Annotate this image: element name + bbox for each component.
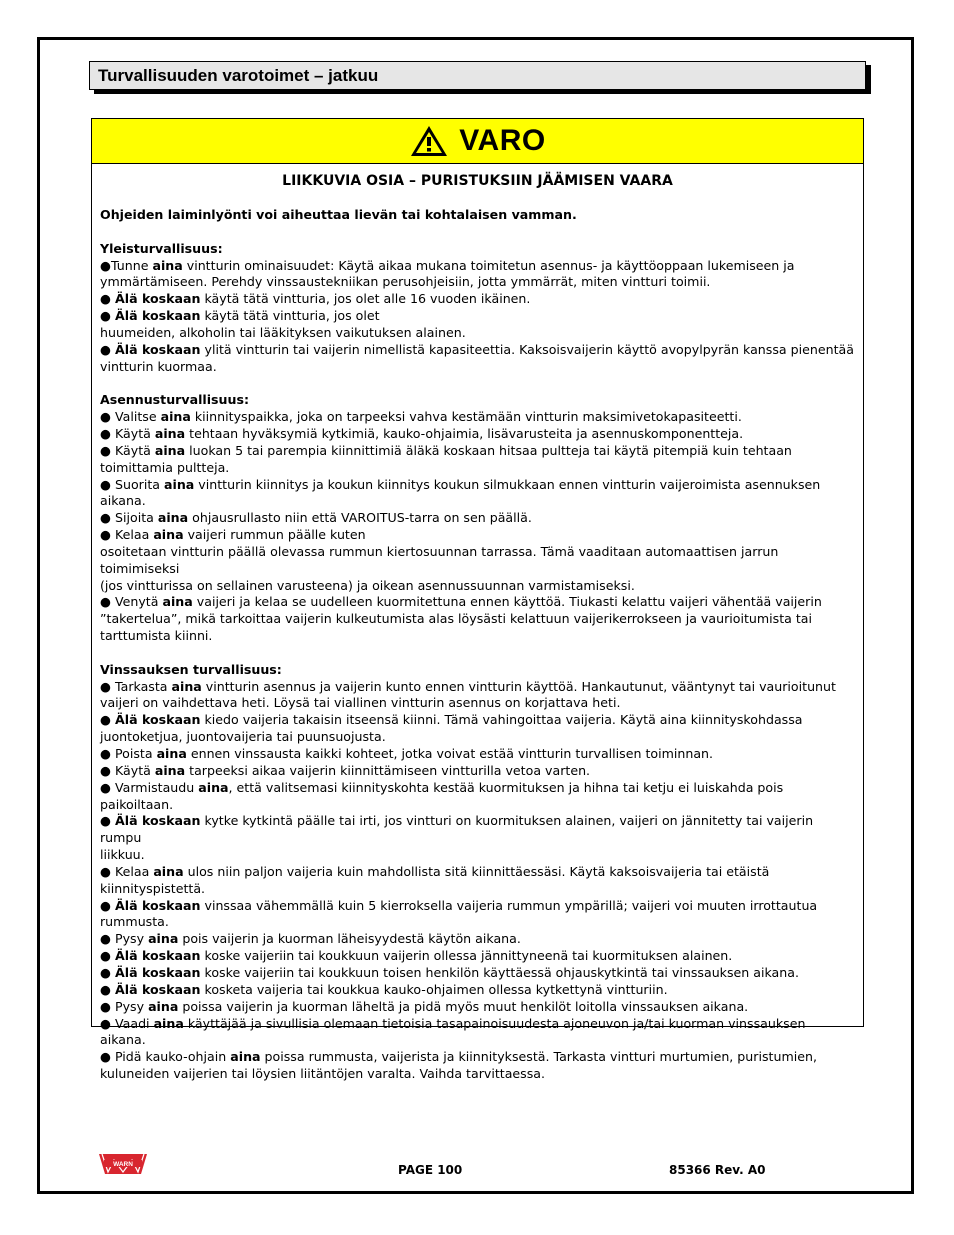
- safety-line: [100, 898, 855, 915]
- line-text: ennen vinssausta kaikki kohteet, jotka voivat estää vintturin turvallisen toiminnan.: [186, 746, 714, 761]
- safety-line: [100, 881, 855, 898]
- section-header-title: Turvallisuuden varotoimet – jatkuu: [98, 66, 379, 85]
- safety-line: [100, 712, 855, 729]
- line-text: luokan 5 tai parempia kiinnittimiä äläkä koskaan hitsaa pultteja tai käytä pitempiä kuin tehtaan: [185, 442, 792, 458]
- safety-line: [100, 460, 855, 477]
- line-text: vaijeri on vaihdettava heti. Löysä tai viallinen vintturin asennus on korjattava heti.: [100, 695, 621, 711]
- line-text: ● Kelaa: [100, 527, 154, 543]
- safety-line: [100, 1066, 855, 1083]
- safety-line: [100, 695, 855, 712]
- line-text: kuluneiden vaijerien tai löysien liitäntöjen varalta. Vaihda tarvittaessa.: [100, 1066, 546, 1082]
- safety-line: [100, 443, 855, 460]
- emphasis-text: aina: [157, 510, 189, 526]
- safety-line: [100, 999, 855, 1016]
- line-text: ●: [100, 813, 115, 829]
- emphasis-text: aina: [156, 746, 187, 761]
- safety-line: [100, 308, 855, 325]
- safety-line: [100, 274, 855, 291]
- line-text: käytä tätä vintturia, jos olet alle 16 vuoden ikäinen.: [200, 291, 531, 307]
- line-text: ●: [100, 341, 115, 357]
- emphasis-text: Älä koskaan: [115, 308, 201, 324]
- safety-line: [100, 679, 855, 696]
- line-text: kosketa vaijeria tai koukkua kauko-ohjaimen ollessa kytkettynä vintturiin.: [200, 981, 668, 997]
- line-text: ● Käytä: [100, 762, 155, 778]
- emphasis-text: aina: [160, 409, 191, 425]
- safety-line: [100, 578, 855, 595]
- page-number: PAGE 100: [398, 1163, 463, 1177]
- line-text: ● Pidä kauko-ohjain: [100, 1049, 231, 1065]
- warn-logo-icon: [98, 1152, 148, 1176]
- safety-section: [100, 392, 855, 645]
- line-text: tarttumista kiinni.: [100, 628, 213, 644]
- line-text: ●: [100, 308, 115, 324]
- emphasis-text: aina: [154, 442, 186, 458]
- safety-line: [100, 847, 855, 864]
- safety-line: [100, 291, 855, 308]
- safety-line: [100, 1049, 855, 1066]
- line-text: pois vaijerin ja kuorman läheisyydestä käytön aikana.: [178, 931, 521, 947]
- warn-logo-text: WARN: [113, 1161, 133, 1168]
- line-text: ● Poista: [100, 746, 157, 761]
- line-text: poissa rummusta, vaijerista ja kiinnityksestä. Tarkasta vintturi murtumien, puristumien,: [260, 1049, 817, 1065]
- line-text: huumeiden, alkoholin tai lääkityksen vaikutuksen alainen.: [100, 324, 466, 340]
- line-text: ● Vaadi: [100, 1015, 154, 1031]
- warning-title: VARO: [459, 124, 546, 157]
- line-text: ●: [100, 948, 115, 964]
- safety-line: [100, 746, 855, 763]
- emphasis-text: aina: [148, 931, 179, 947]
- emphasis-text: aina: [153, 863, 184, 879]
- line-text: ● Käytä: [100, 442, 155, 458]
- line-text: ohjausrullasto niin että VAROITUS-tarra on sen päällä.: [188, 510, 532, 526]
- line-text: kiinnityspaikka, joka on tarpeeksi vahva kestämään vintturin maksimivetokapasiteetti.: [190, 409, 742, 425]
- emphasis-text: aina: [148, 998, 179, 1014]
- line-text: juontoketjua, juontovaijeria tai puunsuojusta.: [100, 729, 386, 745]
- line-text: vaijeri ja kelaa se uudelleen kuormitettuna ennen käyttöä. Tiukasti kelattu vaijeri vähentää vaijerin: [192, 594, 822, 610]
- line-text: vintturin kuormaa.: [100, 358, 217, 374]
- line-text: käytä tätä vintturia, jos olet: [200, 308, 380, 324]
- line-text: ● Varmistaudu: [100, 779, 199, 795]
- emphasis-text: Älä koskaan: [115, 897, 201, 913]
- emphasis-text: aina: [153, 1015, 184, 1031]
- hazard-title: LIIKKUVIA OSIA – PURISTUKSIIN JÄÄMISEN VAARA: [282, 173, 673, 189]
- line-text: ● Tarkasta: [100, 678, 172, 694]
- safety-sections: [100, 241, 855, 1083]
- emphasis-text: Älä koskaan: [115, 341, 201, 357]
- warning-header: [92, 119, 863, 164]
- line-text: käyttäjää ja sivullisia olemaan tietoisia tasapainoisuudesta ajoneuvon ja/tai kuorman vinssauksen aikana.: [100, 1015, 806, 1048]
- line-text: , että valitsemasi kiinnityskohta kestää kuormituksen ja hihna tai ketju ei luiskahda pois paikoiltaan.: [100, 779, 784, 812]
- safety-line: [100, 342, 855, 359]
- emphasis-text: aina: [152, 257, 183, 273]
- line-text: toimittamia pultteja.: [100, 459, 230, 475]
- safety-section: [100, 241, 855, 376]
- line-text: kiinnityspistettä.: [100, 880, 206, 896]
- safety-line: [100, 510, 855, 527]
- safety-line: [100, 628, 855, 645]
- line-text: ulos niin paljon vaijeria kuin mahdollista sitä kiinnittäessäsi. Käytä kaksoisvaijeria tai etäistä: [183, 863, 770, 879]
- emphasis-text: Älä koskaan: [115, 948, 201, 964]
- safety-line: [100, 1016, 855, 1050]
- warning-triangle-icon: [409, 124, 449, 158]
- safety-line: [100, 780, 855, 814]
- line-text: kiedo vaijeria takaisin itseensä kiinni. Tämä vahingoittaa vaijeria. Käytä aina kiinnityskohdassa: [200, 712, 803, 728]
- line-text: ●: [100, 981, 115, 997]
- line-text: vintturin asennus ja vaijerin kunto ennen vintturin käyttöä. Hankautunut, vääntynyt tai vaurioitunut: [201, 678, 836, 694]
- line-text: tarpeeksi aikaa vaijerin kiinnittämiseen vintturilla vetoa varten.: [185, 762, 591, 778]
- line-text: (jos vintturissa on sellainen varusteena) ja oikean asennussuunnan varmistamiseksi.: [100, 577, 635, 593]
- safety-line: [100, 426, 855, 443]
- safety-line: [100, 965, 855, 982]
- safety-line: [100, 359, 855, 376]
- safety-line: [100, 982, 855, 999]
- line-text: ● Pysy: [100, 931, 149, 947]
- line-text: osoitetaan vintturin päällä olevassa rummun kiertosuunnan tarrassa. Tämä vaaditaan automaattisen jarrun toimimiseksi: [100, 543, 779, 576]
- line-text: ● Pysy: [100, 998, 149, 1014]
- safety-line: [100, 477, 855, 494]
- line-text: ylitä vintturin tai vaijerin nimellistä kapasiteettia. Kaksoisvaijerin käyttö avopylpyrän kanssa pienentää: [200, 341, 854, 357]
- line-text: vaijeri rummun päälle kuten: [183, 527, 366, 543]
- line-text: koske vaijeriin tai koukkuun vaijerin ollessa jännittyneenä tai kuormituksen alainen.: [200, 948, 733, 964]
- safety-line: [100, 409, 855, 426]
- safety-line: [100, 729, 855, 746]
- line-text: tehtaan hyväksymiä kytkimiä, kauko-ohjaimia, lisävarusteita ja asennuskomponentteja.: [185, 425, 744, 441]
- line-text: ●: [100, 291, 115, 307]
- line-text: ●: [100, 964, 115, 980]
- safety-line: [100, 258, 855, 275]
- safety-line: [100, 493, 855, 510]
- line-text: ●Tunne: [100, 257, 153, 273]
- warning-intro: Ohjeiden laiminlyönti voi aiheuttaa lievän tai kohtalaisen vamman.: [100, 207, 577, 222]
- emphasis-text: aina: [164, 476, 195, 492]
- safety-line: [100, 763, 855, 780]
- safety-line: [100, 948, 855, 965]
- safety-section: [100, 662, 855, 1083]
- emphasis-text: Älä koskaan: [115, 813, 201, 829]
- line-text: kytke kytkintä päälle tai irti, jos vintturi on kuormituksen alainen, vaijeri on jännitetty tai vaijerin rumpu: [100, 813, 814, 846]
- line-text: vintturin kiinnitys ja koukun kiinnitys koukun silmukkaan ennen vintturin vaijeroimista asennuksen: [194, 476, 821, 492]
- safety-line: [100, 611, 855, 628]
- safety-line: [100, 914, 855, 931]
- safety-line: [100, 594, 855, 611]
- line-text: poissa vaijerin ja kuorman läheltä ja pidä myös muut henkilöt loitolla vinssauksen aikana.: [178, 998, 749, 1014]
- emphasis-text: aina: [198, 779, 229, 795]
- line-text: ● Kelaa: [100, 863, 154, 879]
- line-text: ● Sijoita: [100, 510, 158, 526]
- safety-line: [100, 864, 855, 881]
- section-header: [89, 61, 866, 90]
- section-title: Vinssauksen turvallisuus:: [100, 661, 282, 677]
- warning-box: [91, 118, 864, 1082]
- section-title: Asennusturvallisuus:: [100, 392, 249, 408]
- emphasis-text: Älä koskaan: [115, 981, 201, 997]
- safety-line: [100, 544, 855, 578]
- line-text: ● Suorita: [100, 476, 165, 492]
- line-text: ● Käytä: [100, 425, 155, 441]
- emphasis-text: aina: [154, 762, 186, 778]
- line-text: koske vaijeriin tai koukkuun toisen henkilön käyttäessä ohjauskytkintä tai vinssauksen aikana.: [200, 964, 799, 980]
- safety-line: [100, 325, 855, 342]
- line-text: ● Venytä: [100, 594, 163, 610]
- line-text: ”takertelua”, mikä tarkoittaa vaijerin kulkeutumista alas löysästi kelattuun vaijerikerrokseen ja vaurioitumista tai: [100, 611, 813, 627]
- safety-line: [100, 931, 855, 948]
- line-text: ● Valitse: [100, 409, 161, 425]
- line-text: rummusta.: [100, 914, 169, 930]
- line-text: vinssaa vähemmällä kuin 5 kierroksella vaijeria rummun ympärillä; vaijeri voi muuten irrottautua: [200, 897, 818, 913]
- section-title: Yleisturvallisuus:: [100, 240, 223, 256]
- emphasis-text: aina: [171, 678, 202, 694]
- line-text: aikana.: [100, 493, 146, 509]
- emphasis-text: Älä koskaan: [115, 964, 201, 980]
- emphasis-text: aina: [230, 1049, 261, 1065]
- document-revision: 85366 Rev. A0: [669, 1163, 766, 1177]
- line-text: ●: [100, 897, 115, 913]
- warning-content: [92, 207, 863, 1083]
- emphasis-text: aina: [154, 425, 186, 441]
- emphasis-text: Älä koskaan: [115, 712, 201, 728]
- safety-line: [100, 527, 855, 544]
- emphasis-text: aina: [162, 594, 193, 610]
- line-text: liikkuu.: [100, 847, 145, 863]
- safety-line: [100, 813, 855, 847]
- line-text: ymmärtämiseen. Perehdy vinssaustekniikan perusohjeisiin, jotta ymmärrät, miten vintturi toimii.: [100, 274, 711, 290]
- emphasis-text: Älä koskaan: [115, 291, 201, 307]
- emphasis-text: aina: [153, 527, 184, 543]
- line-text: ●: [100, 712, 115, 728]
- line-text: vintturin ominaisuudet: Käytä aikaa mukana toimitetun asennus- ja käyttöoppaan lukemiseen ja: [182, 257, 795, 273]
